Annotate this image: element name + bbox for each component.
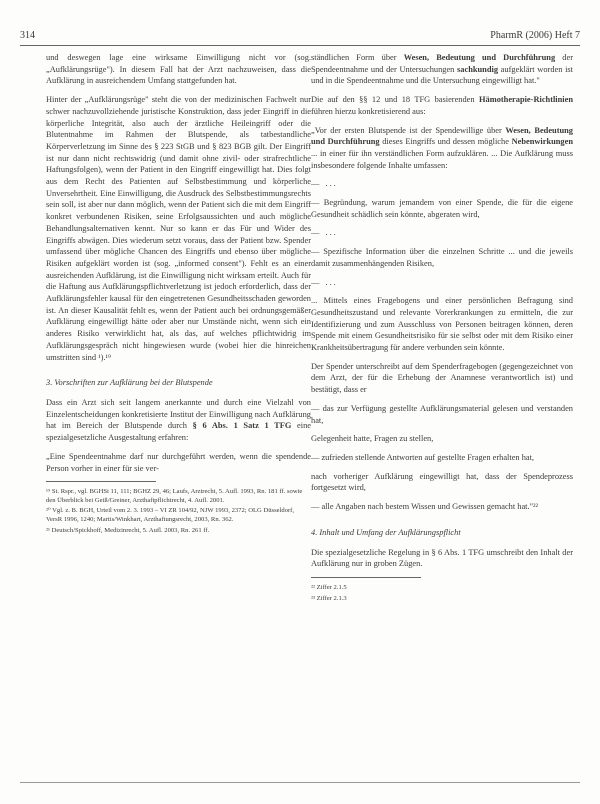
list-item: nach vorheriger Aufklärung eingewilligt hat, dass der Spendeprozess fortgesetzt wird, [311, 471, 573, 493]
ellipsis-item: — ... [311, 228, 338, 238]
page-number: 314 [20, 30, 35, 41]
paragraph: ständlichen Form über Wesen, Bedeutung und Durchführung der Spendeentnahme und der Untersuchungen sachkundig aufgeklärt worden ist und in die Spendeentnahme und die Untersuchung eingewilligt hat." [311, 53, 574, 86]
paragraph: Dass ein Arzt sich seit langem anerkannte und durch eine Vielzahl von Einzelentscheidungen konkretisierte Institut der Einwilligung nach Aufklärung hat im Bereich der Blutspende durch § 6 Abs. 1 Satz 1 TFG eine spezialgesetzliche Ausgestaltung erfahren: [46, 397, 312, 443]
list-item: — alle Angaben nach bestem Wissen und Gewissen gemacht hat."²² [311, 502, 539, 512]
left-column [46, 52, 311, 537]
paragraph: Hinter der „Aufklärungsrüge" steht die von der medizinischen Fachwelt nur schwer nachzuvollziehende juristische Konstruktion, dass jeder Eingriff in die körperliche Integrität, also auch der ärztliche Heileingriff oder die Blutentnahme im Rahmen der Blutspende, als tatbestandliche Körperverletzung im Sinne des § 223 StGB und § 823 BGB gilt. Der Eingriff ist nur dann nicht rechtswidrig (und damit ohne zivil- oder strafrechtliche Haftungsfolgen), wenn der Patient in den Eingriff eingewilligt hat. Dies folgt aus dem Recht des Patienten auf Selbstbestimmung und körperliche Unversehrtheit. Eine Einwilligung, die Ausdruck des Selbstbestimmungsrechts sein soll, ist aber nur dann möglich, wenn der Patient sich die mit dem Eingriff konkret verbundenen Risiken, seine Erfolgsaussichten und auch mögliche Behandlungsalternativen kennt. Nur so kann er das Für und Wider des Eingriffs abwägen. Dies wiederum setzt voraus, dass der Patient bzw. Spender umfassend über mögliche Chancen des Eingriffs und ebenso über mögliche Risiken aufgeklärt worden ist (sog. „informed consent"). Fehlt es an einer ausreichenden Aufklärung, ist die Einwilligung nicht wirksam erteilt. Auch für die Haftung aus Aufklärungspflichtverletzung ist jedoch erforderlich, dass der Aufklärungsfehler kausal für den eingetretenen Gesundheitsschaden geworden ist. An dieser Kausalität fehlt es, wenn der Patient auch bei ordnungsgemäßer Aufklärung eingewilligt hätte oder aber nur Umstände nicht, wenn sich ein anderes Risiko verwirklicht hat, als das, auf welches pflichtwidrig im Aufklärungsgespräch nicht hingewiesen wurde (wobei hier die hinreichen umstritten sind ¹).¹⁹ [46, 95, 311, 362]
list-item: Gelegenheit hatte, Fragen zu stellen, [311, 434, 434, 444]
footnote: ²⁰ Vgl. z. B. BGH, Urteil vom 2. 3. 1993 – VI ZR 104/92, NJW 1993, 2372; OLG Düsseldorf, VersR 1996, 1240; Martis/Winkhart, Arzthaftungsrecht, 2003, Rn. 362. [46, 507, 295, 523]
footnote-rule [311, 577, 421, 578]
footnote: ²³ Ziffer 2.1.3 [311, 594, 347, 602]
quote-paragraph: „Vor der ersten Blutspende ist der Spendewillige über Wesen, Bedeutung und Durchführung dieses Eingriffs und dessen mögliche Nebenwirkungen ... in einer für ihn verständlichen Form aufzuklären. ... Die Aufklärung muss insbesondere folgende Inhalte umfassen: [311, 125, 573, 170]
section-heading: 4. Inhalt und Umfang der Aufklärungspflicht [311, 527, 461, 537]
paragraph: Die spezialgesetzliche Regelung in § 6 Abs. 1 TFG umschreibt den Inhalt der Aufklärung nur in groben Zügen. [311, 547, 573, 569]
ellipsis-item: — ... [311, 179, 338, 189]
header-rule [20, 45, 580, 46]
list-item: — Spezifische Information über die einzelnen Schritte ... und die jeweils damit zusammenhängenden Risiken, [311, 247, 573, 268]
quote-paragraph: ... Mittels eines Fragebogens und einer persönlichen Befragung sind Gesundheitszustand und relevante Vorerkrankungen zu ermitteln, die zur Identifizierung und zum Ausschluss von Personen beitragen können, deren Spende mit einem Gesundheitsrisiko für sie selbst oder mit dem Risiko einer Krankheitsübertragung für andere verbunden sein könnte. [311, 296, 573, 353]
paragraph: und deswegen lage eine wirksame Einwilligung nicht vor (sog. „Aufklärungsrüge"). In diesem Fall hat der Arzt nachzuweisen, dass die Aufklärung in ausreichendem Umfang stattgefunden hat. [46, 53, 311, 86]
paragraph: „Eine Spendeentnahme darf nur durchgeführt werden, wenn die spendende Person vorher in einer für sie ver- [46, 451, 311, 473]
footnote: ²² Ziffer 2.1.5 [311, 583, 347, 591]
footnote: ²¹ Deutsch/Spickhoff, Medizinrecht, 5. Aufl. 2003, Rn. 261 ff. [46, 526, 210, 534]
running-header: PharmR (2006) Heft 7 [490, 30, 580, 41]
footnote: ¹⁹ St. Rspr., vgl. BGHSt 11, 111; BGHZ 29, 46; Laufs, Arztrecht, 5. Aufl. 1993, Rn. 181 ff. sowie den Überblick bei Geiß/Greiner, Arzthaftpflichtrecht, 4. Aufl. 2001. [46, 488, 303, 504]
quote-paragraph: Der Spender unterschreibt auf dem Spenderfragebogen (gegengezeichnet von dem Arzt, der für die Erhebung der Anamnese verantwortlich ist) und bestätigt, dass er [311, 361, 573, 395]
section-heading: 3. Vorschriften zur Aufklärung bei der Blutspende [46, 378, 213, 388]
paragraph: Die auf den §§ 12 und 18 TFG basierenden Hämotherapie-Richtlinien führen hierzu konkretisierend aus: [311, 95, 573, 116]
list-item: — zufrieden stellende Antworten auf gestellte Fragen erhalten hat, [311, 452, 535, 462]
ellipsis-item: — ... [311, 277, 338, 287]
footnote-rule [46, 481, 156, 482]
bottom-rule [20, 782, 580, 783]
list-item: — das zur Verfügung gestellte Aufklärungsmaterial gelesen und verstanden hat, [311, 403, 573, 425]
right-column [311, 52, 573, 605]
list-item: — Begründung, warum jemandem von einer Spende, die für die eigene Gesundheit schädlich sein könnte, abgeraten wird, [311, 198, 573, 219]
statute-reference: § 6 Abs. 1 Satz 1 TFG [192, 421, 292, 431]
